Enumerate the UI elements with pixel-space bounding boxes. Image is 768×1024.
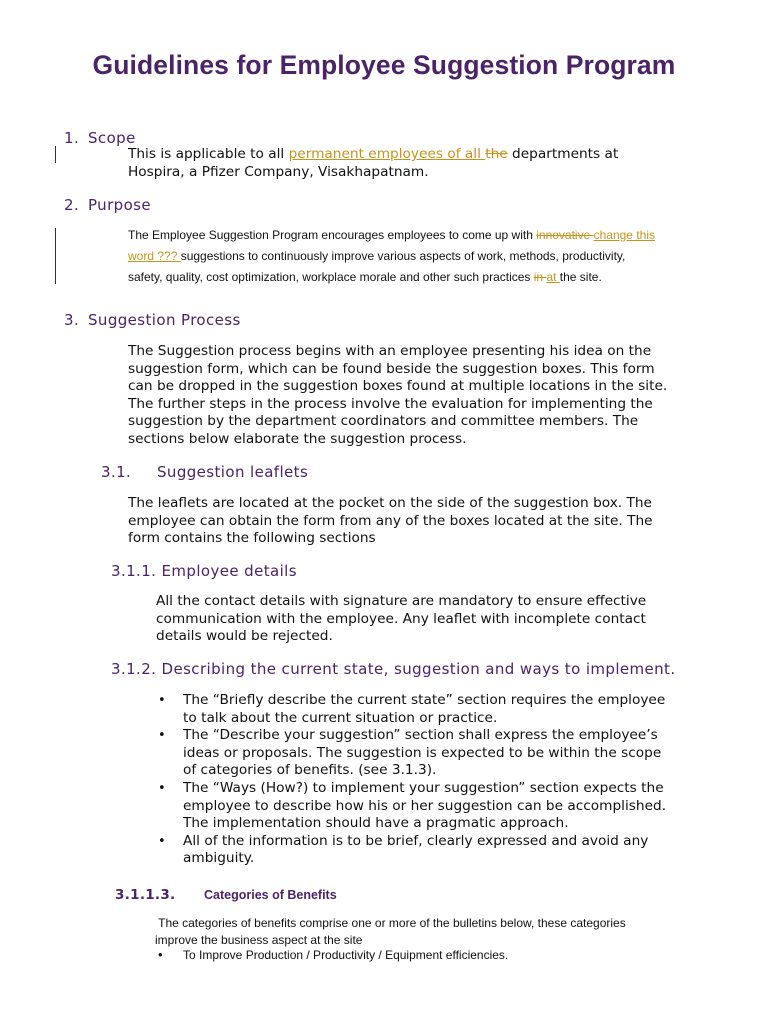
list-item xyxy=(155,833,755,868)
purpose-paragraph xyxy=(128,225,728,288)
section-number: 2. xyxy=(64,196,80,214)
section-number: 1. xyxy=(64,129,80,147)
bullet-line: • The “Ways (How?) to implement your suggestion” section expects the xyxy=(183,779,664,796)
paragraph-line: The categories of benefits comprise one or more of the bulletins below, these categories xyxy=(155,916,626,930)
list-item xyxy=(155,780,755,833)
section-heading-categories xyxy=(115,884,337,903)
categories-paragraph xyxy=(155,915,755,948)
paragraph-line: details would be rejected. xyxy=(156,628,333,645)
suggestion-leaflets-paragraph xyxy=(128,495,748,548)
list-item xyxy=(155,947,755,964)
paragraph-line: The leaflets are located at the pocket on the side of the suggestion box. The xyxy=(128,495,652,511)
section-title: Scope xyxy=(88,129,136,147)
section-heading-suggestion-process xyxy=(64,311,241,329)
paragraph-line: suggestion by the department coordinators and committee members. The xyxy=(128,413,639,430)
bullet-line: • The “Describe your suggestion” section shall express the employee’s xyxy=(183,727,658,744)
deleted-text: innovative xyxy=(536,228,594,242)
bullet-line: • All of the information is to be brief, clearly expressed and avoid any xyxy=(183,832,649,849)
paragraph-line: form contains the following sections xyxy=(128,530,376,547)
scope-paragraph xyxy=(128,146,728,181)
document-title: Guidelines for Employee Suggestion Program xyxy=(92,50,676,80)
inserted-text: permanent employees of all xyxy=(288,146,486,162)
section-number: 3.1.1. xyxy=(111,562,157,580)
section-number: 3.1. xyxy=(101,463,132,481)
scope-text: departments at xyxy=(507,146,619,162)
bullet-line: To Improve Production / Productivity / Equipment efficiencies. xyxy=(183,948,509,962)
section-heading-scope xyxy=(64,129,136,147)
section-heading-suggestion-leaflets xyxy=(101,463,308,481)
section-title: Suggestion leaflets xyxy=(157,463,309,481)
change-bar xyxy=(55,146,56,163)
list-item xyxy=(155,692,755,727)
employee-details-paragraph xyxy=(156,593,746,646)
bullet-line: employee to describe how his or her suggestion can be accomplished. xyxy=(183,797,667,814)
deleted-text: the xyxy=(485,146,508,162)
paragraph-line: improve the business aspect at the site xyxy=(155,932,363,947)
section-number: 3.1.1.3. xyxy=(115,887,176,903)
paragraph-line: The Suggestion process begins with an employee presenting his idea on the xyxy=(128,343,652,359)
section-title: Suggestion Process xyxy=(88,311,241,329)
bullet-line: • The “Briefly describe the current state” section requires the employee xyxy=(183,692,666,708)
scope-line-1 xyxy=(128,146,728,164)
purpose-line-1 xyxy=(128,225,728,246)
purpose-text: suggestions to continuously improve various aspects of work, methods, productivity, xyxy=(180,249,626,263)
inserted-text: word ??? xyxy=(128,249,181,263)
section-title: Employee details xyxy=(161,562,297,580)
section-number: 3.1.2. xyxy=(111,660,157,678)
list-item xyxy=(155,727,755,780)
inserted-text: change this xyxy=(593,228,655,242)
describing-bullet-list xyxy=(155,692,755,868)
paragraph-line: suggestion form, which can be found beside the suggestion boxes. This form xyxy=(128,360,655,377)
section-number: 3. xyxy=(64,311,80,329)
section-title: Categories of Benefits xyxy=(204,888,337,902)
bullet-line: ambiguity. xyxy=(183,850,255,867)
section-title: Describing the current state, suggestion and ways to implement. xyxy=(161,660,676,678)
paragraph-line: sections below elaborate the suggestion process. xyxy=(128,430,467,447)
scope-text: This is applicable to all xyxy=(128,146,289,162)
inserted-text: at xyxy=(546,270,560,284)
section-heading-purpose xyxy=(64,196,151,214)
scope-line-2: Hospira, a Pfizer Company, Visakhapatnam. xyxy=(128,163,429,180)
categories-bullet-list xyxy=(155,947,755,964)
paragraph-line: employee can obtain the form from any of the boxes located at the site. The xyxy=(128,512,653,529)
paragraph-line: All the contact details with signature are mandatory to ensure effective xyxy=(156,593,647,609)
bullet-line: The implementation should have a pragmatic approach. xyxy=(183,815,569,832)
purpose-text: the site. xyxy=(559,270,602,284)
section-heading-employee-details xyxy=(111,562,297,580)
purpose-line-2 xyxy=(128,246,728,267)
bullet-line: of categories of benefits. (see 3.1.3). xyxy=(183,762,437,779)
paragraph-line: The further steps in the process involve the evaluation for implementing the xyxy=(128,395,653,412)
change-bar xyxy=(55,228,56,284)
bullet-line: to talk about the current situation or practice. xyxy=(183,709,498,726)
bullet-line: ideas or proposals. The suggestion is expected to be within the scope xyxy=(183,744,662,761)
section-heading-describing xyxy=(111,660,676,678)
purpose-text: The Employee Suggestion Program encourages employees to come up with xyxy=(128,228,537,242)
purpose-line-3 xyxy=(128,267,728,288)
purpose-text: safety, quality, cost optimization, workplace morale and other such practices xyxy=(128,270,534,284)
paragraph-line: communication with the employee. Any leaflet with incomplete contact xyxy=(156,610,646,627)
section-title: Purpose xyxy=(88,196,151,214)
suggestion-process-paragraph xyxy=(128,343,748,449)
paragraph-line: can be dropped in the suggestion boxes found at multiple locations in the site. xyxy=(128,378,668,395)
deleted-text: in xyxy=(533,270,547,284)
